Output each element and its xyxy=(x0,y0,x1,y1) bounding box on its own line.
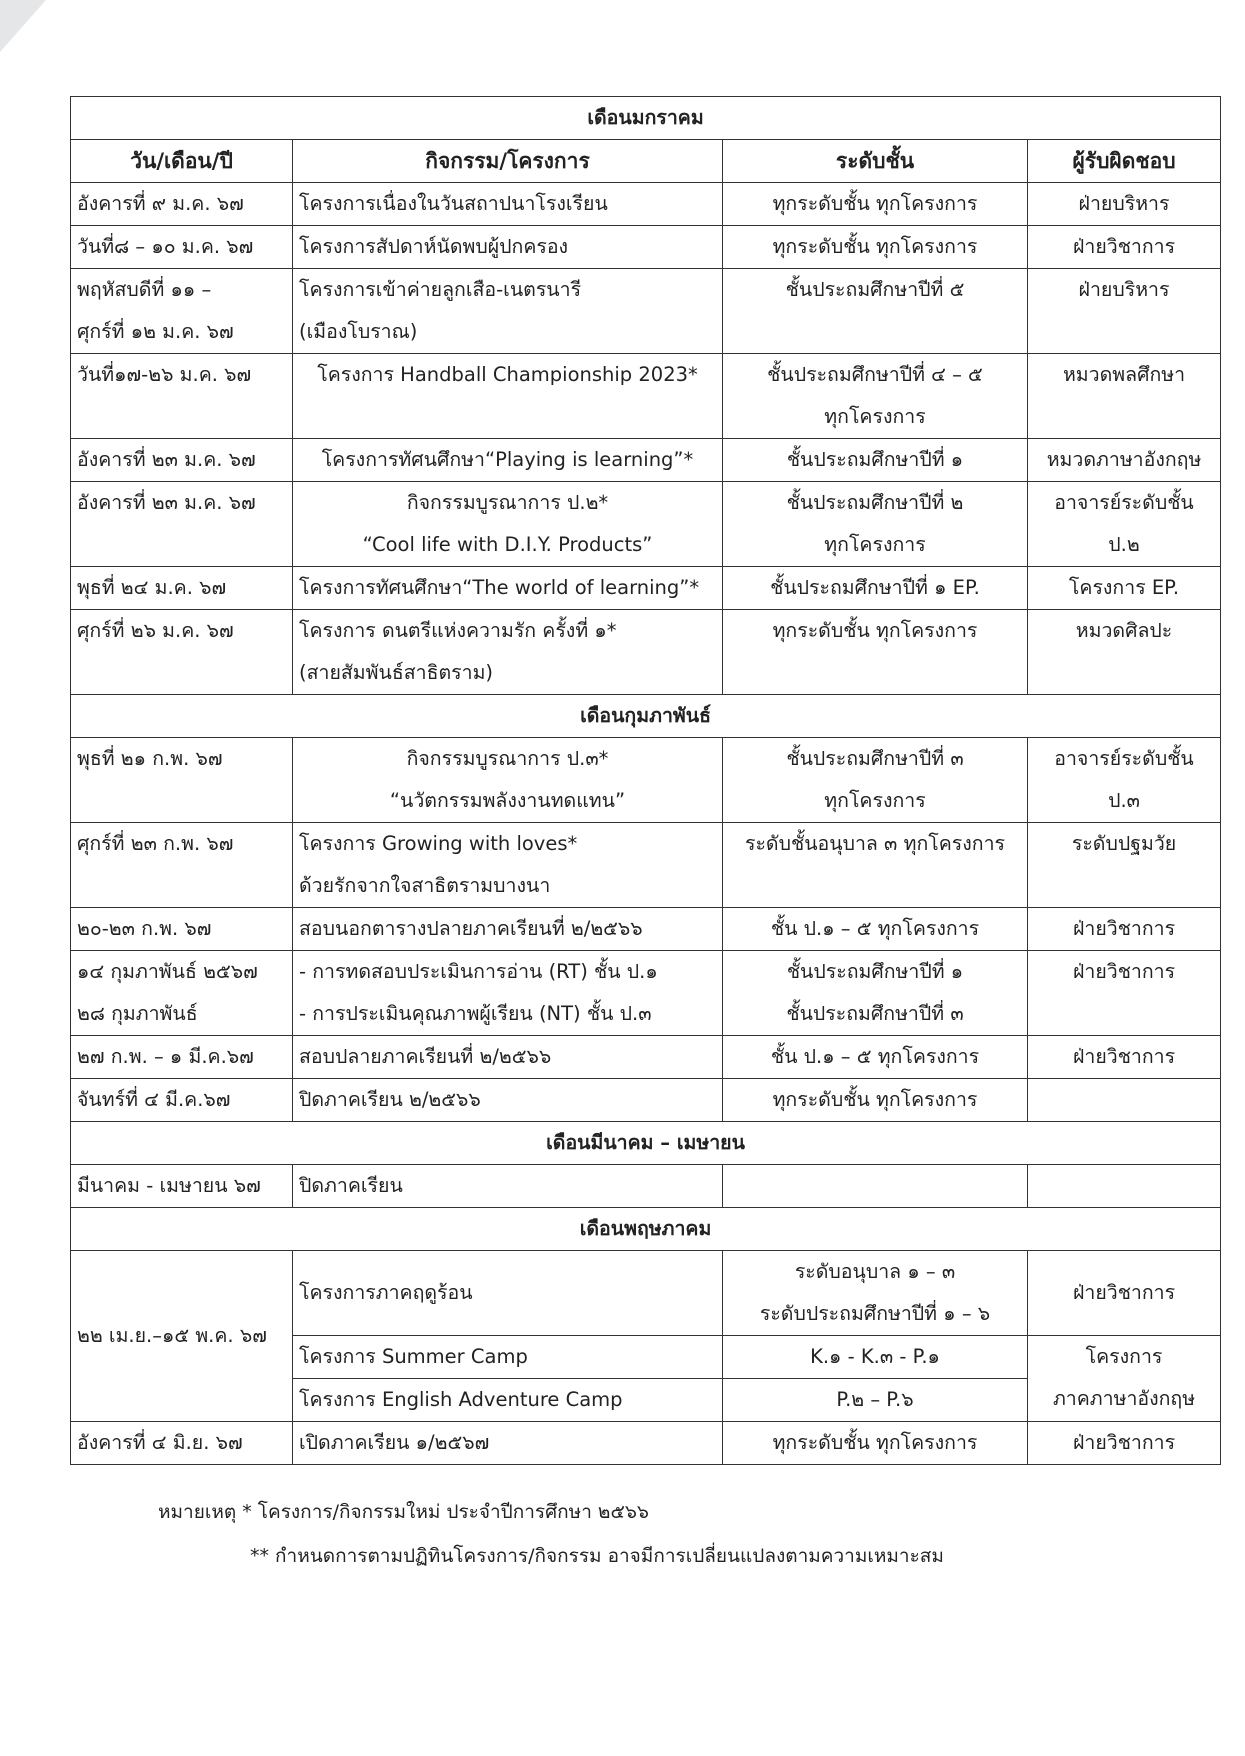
activity-cell-line: กิจกรรมบูรณาการ ป.๒* xyxy=(406,491,609,514)
level-cell-line: ชั้นประถมศึกษาปีที่ ๕ xyxy=(785,278,965,301)
owner-cell-line: ฝ่ายวิชาการ xyxy=(1072,1045,1176,1068)
month-heading-row xyxy=(71,1122,1221,1165)
level-cell-line: ระดับประถมศึกษาปีที่ ๑ – ๖ xyxy=(759,1302,991,1325)
level-cell-line: ทุกโครงการ xyxy=(824,405,926,428)
owner-cell-line: ฝ่ายวิชาการ xyxy=(1072,960,1176,983)
owner-cell xyxy=(1028,482,1221,567)
activity-cell-line: ปิดภาคเรียน xyxy=(299,1174,403,1197)
owner-cell xyxy=(1028,1165,1221,1208)
level-cell-line: ทุกระดับชั้น ทุกโครงการ xyxy=(772,1088,978,1111)
month-heading: เดือนมีนาคม – เมษายน xyxy=(71,1122,1221,1165)
level-cell xyxy=(723,1036,1028,1079)
date-cell-line: ศุกร์ที่ ๒๓ ก.พ. ๖๗ xyxy=(77,832,234,855)
note-schedule-change: ** กำหนดการตามปฏิทินโครงการ/กิจกรรม อาจมีการเปลี่ยนแปลงตามความเหมาะสม xyxy=(250,1545,944,1567)
date-cell-line: พฤหัสบดีที่ ๑๑ – xyxy=(77,278,212,301)
owner-cell-line: ฝ่ายบริหาร xyxy=(1078,278,1170,301)
level-cell xyxy=(723,482,1028,567)
table-row xyxy=(71,482,1221,567)
notes xyxy=(158,1490,944,1578)
level-cell xyxy=(723,1251,1028,1336)
activity-cell: โครงการภาคฤดูร้อน xyxy=(293,1251,723,1336)
activity-cell-line: (เมืองโบราณ) xyxy=(299,320,418,343)
activity-cell-line: “นวัตกรรมพลังงานทดแทน” xyxy=(389,789,626,812)
column-header: ระดับชั้น xyxy=(723,140,1028,183)
level-cell-line: ชั้นประถมศึกษาปีที่ ๒ xyxy=(786,491,964,514)
date-cell-line: ๒๘ กุมภาพันธ์ xyxy=(77,1002,198,1025)
activity-cell-line: ปิดภาคเรียน ๒/๒๕๖๖ xyxy=(299,1088,481,1111)
activity-cell: โครงการ English Adventure Camp xyxy=(293,1379,723,1422)
activity-cell-line: โครงการเนื่องในวันสถาปนาโรงเรียน xyxy=(299,192,608,215)
owner-cell-line: หมวดพลศึกษา xyxy=(1062,363,1186,386)
level-cell xyxy=(723,269,1028,354)
activity-cell-line: ด้วยรักจากใจสาธิตรามบางนา xyxy=(299,874,551,897)
level-cell-line: ชั้น ป.๑ – ๕ ทุกโครงการ xyxy=(770,917,980,940)
activity-cell-line: - การประเมินคุณภาพผู้เรียน (NT) ชั้น ป.๓ xyxy=(299,1002,652,1025)
level-cell xyxy=(723,823,1028,908)
level-cell: ทุกระดับชั้น ทุกโครงการ xyxy=(723,1422,1028,1465)
table-row xyxy=(71,1036,1221,1079)
owner-cell xyxy=(1028,269,1221,354)
activity-cell-line: - การทดสอบประเมินการอ่าน (RT) ชั้น ป.๑ xyxy=(299,960,658,983)
level-cell-line xyxy=(729,1165,1021,1207)
level-cell: K.๑ - K.๓ - P.๑ xyxy=(723,1336,1028,1379)
date-cell xyxy=(71,1036,293,1079)
date-cell-line: วันที่๑๗-๒๖ ม.ค. ๖๗ xyxy=(77,363,252,386)
level-cell-line: ชั้นประถมศึกษาปีที่ ๑ xyxy=(786,448,964,471)
owner-cell xyxy=(1028,738,1221,823)
level-cell-line: ชั้นประถมศึกษาปีที่ ๑ xyxy=(786,960,964,983)
activity-cell-line: สอบปลายภาคเรียนที่ ๒/๒๕๖๖ xyxy=(299,1045,552,1068)
level-cell xyxy=(723,1165,1028,1208)
month-heading: เดือนกุมภาพันธ์ xyxy=(71,695,1221,738)
activity-cell: โครงการ Summer Camp xyxy=(293,1336,723,1379)
level-cell xyxy=(723,354,1028,439)
table-row xyxy=(71,1079,1221,1122)
month-heading-row xyxy=(71,97,1221,140)
owner-cell xyxy=(1028,823,1221,908)
table-row xyxy=(71,610,1221,695)
date-cell xyxy=(71,482,293,567)
month-heading: เดือนพฤษภาคม xyxy=(71,1208,1221,1251)
owner-cell xyxy=(1028,1036,1221,1079)
activity-cell xyxy=(293,439,723,482)
activity-cell xyxy=(293,951,723,1036)
month-heading-row xyxy=(71,1208,1221,1251)
table-row xyxy=(71,1422,1221,1465)
column-header: กิจกรรม/โครงการ xyxy=(293,140,723,183)
date-cell xyxy=(71,439,293,482)
header-row xyxy=(71,140,1221,183)
level-cell xyxy=(723,226,1028,269)
activity-cell-line: โครงการ ดนตรีแห่งความรัก ครั้งที่ ๑* xyxy=(299,619,617,642)
date-cell xyxy=(71,226,293,269)
table-row xyxy=(71,738,1221,823)
date-cell-line: ศุกร์ที่ ๑๒ ม.ค. ๖๗ xyxy=(77,320,234,343)
date-cell-line: พุธที่ ๒๑ ก.พ. ๖๗ xyxy=(77,747,223,770)
level-cell xyxy=(723,908,1028,951)
owner-cell xyxy=(1028,439,1221,482)
level-cell xyxy=(723,183,1028,226)
month-heading-row xyxy=(71,695,1221,738)
activity-cell xyxy=(293,908,723,951)
owner-cell-line: โครงการ xyxy=(1085,1345,1163,1368)
activity-cell-line: “Cool life with D.I.Y. Products” xyxy=(362,533,653,556)
owner-cell-line xyxy=(1034,1165,1214,1207)
table-row xyxy=(71,823,1221,908)
level-cell-line: ชั้นประถมศึกษาปีที่ ๓ xyxy=(786,747,964,770)
activity-cell xyxy=(293,482,723,567)
table-row xyxy=(71,354,1221,439)
owner-cell-line: โครงการ EP. xyxy=(1068,576,1180,599)
owner-cell xyxy=(1028,610,1221,695)
activity-cell xyxy=(293,226,723,269)
activity-cell xyxy=(293,269,723,354)
level-cell-line: ทุกระดับชั้น ทุกโครงการ xyxy=(772,235,978,258)
month-heading: เดือนมกราคม xyxy=(71,97,1221,140)
date-cell-line: อังคารที่ ๒๓ ม.ค. ๖๗ xyxy=(77,448,256,471)
date-cell xyxy=(71,1165,293,1208)
level-cell xyxy=(723,610,1028,695)
owner-cell: ฝ่ายวิชาการ xyxy=(1028,1251,1221,1336)
owner-cell xyxy=(1028,1336,1221,1422)
level-cell-line: ชั้นประถมศึกษาปีที่ ๑ EP. xyxy=(770,576,980,599)
table-row xyxy=(71,439,1221,482)
activity-cell xyxy=(293,354,723,439)
owner-cell xyxy=(1028,183,1221,226)
date-cell xyxy=(71,354,293,439)
activity-cell-line: โครงการ Handball Championship 2023* xyxy=(317,363,698,386)
date-cell-line: วันที่๘ – ๑๐ ม.ค. ๖๗ xyxy=(77,235,254,258)
activity-cell-line: สอบนอกตารางปลายภาคเรียนที่ ๒/๒๕๖๖ xyxy=(299,917,643,940)
date-cell-line: ๒๗ ก.พ. – ๑ มี.ค.๖๗ xyxy=(77,1045,254,1068)
activity-cell xyxy=(293,738,723,823)
level-cell-line: ชั้นประถมศึกษาปีที่ ๓ xyxy=(786,1002,964,1025)
date-cell-line: ๒๐-๒๓ ก.พ. ๖๗ xyxy=(77,917,212,940)
table-row xyxy=(71,226,1221,269)
level-cell-line: ทุกระดับชั้น ทุกโครงการ xyxy=(772,192,978,215)
activity-cell-line: โครงการทัศนศึกษา“Playing is learning”* xyxy=(321,448,694,471)
owner-cell-line: ฝ่ายวิชาการ xyxy=(1072,235,1176,258)
level-cell xyxy=(723,951,1028,1036)
date-cell xyxy=(71,269,293,354)
owner-cell-line: ป.๓ xyxy=(1108,789,1140,812)
activity-cell-line: โครงการทัศนศึกษา“The world of learning”* xyxy=(299,576,700,599)
owner-cell xyxy=(1028,567,1221,610)
date-cell xyxy=(71,951,293,1036)
activity-cell xyxy=(293,1165,723,1208)
activity-cell-line: กิจกรรมบูรณาการ ป.๓* xyxy=(406,747,609,770)
date-cell-line: อังคารที่ ๒๓ ม.ค. ๖๗ xyxy=(77,491,256,514)
date-cell-line: มีนาคม - เมษายน ๖๗ xyxy=(77,1174,261,1197)
activity-schedule-table xyxy=(70,96,1221,1465)
level-cell: P.๒ – P.๖ xyxy=(723,1379,1028,1422)
table-row xyxy=(71,908,1221,951)
activity-cell xyxy=(293,183,723,226)
level-cell-line: ทุกโครงการ xyxy=(824,789,926,812)
date-cell-line: ศุกร์ที่ ๒๖ ม.ค. ๖๗ xyxy=(77,619,234,642)
date-cell-line: พุธที่ ๒๔ ม.ค. ๖๗ xyxy=(77,576,227,599)
column-header: ผู้รับผิดชอบ xyxy=(1028,140,1221,183)
owner-cell xyxy=(1028,226,1221,269)
level-cell-line: ทุกระดับชั้น ทุกโครงการ xyxy=(772,619,978,642)
level-cell xyxy=(723,567,1028,610)
owner-cell xyxy=(1028,908,1221,951)
date-cell xyxy=(71,738,293,823)
level-cell xyxy=(723,439,1028,482)
activity-cell-line: โครงการสัปดาห์นัดพบผู้ปกครอง xyxy=(299,235,569,258)
date-cell: อังคารที่ ๔ มิ.ย. ๖๗ xyxy=(71,1422,293,1465)
table-row xyxy=(71,567,1221,610)
level-cell-line: ระดับชั้นอนุบาล ๓ ทุกโครงการ xyxy=(744,832,1005,855)
activity-cell xyxy=(293,823,723,908)
date-cell-line: อังคารที่ ๙ ม.ค. ๖๗ xyxy=(77,192,244,215)
note-new-activity: หมายเหตุ * โครงการ/กิจกรรมใหม่ ประจำปีการศึกษา ๒๕๖๖ xyxy=(158,1501,649,1523)
owner-cell-line: หมวดภาษาอังกฤษ xyxy=(1046,448,1202,471)
owner-cell-line: ระดับปฐมวัย xyxy=(1071,832,1177,855)
level-cell xyxy=(723,738,1028,823)
date-cell xyxy=(71,1079,293,1122)
table-row xyxy=(71,269,1221,354)
owner-cell-line: ภาคภาษาอังกฤษ xyxy=(1052,1387,1196,1410)
table-row xyxy=(71,1251,1221,1336)
owner-cell-line: อาจารย์ระดับชั้น xyxy=(1054,491,1194,514)
owner-cell xyxy=(1028,1079,1221,1122)
date-cell xyxy=(71,183,293,226)
level-cell-line: ระดับอนุบาล ๑ – ๓ xyxy=(794,1260,956,1283)
folded-page-corner xyxy=(0,0,46,52)
owner-cell-line: ฝ่ายวิชาการ xyxy=(1072,917,1176,940)
level-cell-line: ทุกโครงการ xyxy=(824,533,926,556)
activity-cell xyxy=(293,610,723,695)
date-cell xyxy=(71,908,293,951)
owner-cell-line: หมวดศิลปะ xyxy=(1075,619,1173,642)
table-row xyxy=(71,1165,1221,1208)
activity-cell-line: โครงการเข้าค่ายลูกเสือ-เนตรนารี xyxy=(299,278,582,301)
date-cell xyxy=(71,610,293,695)
activity-cell xyxy=(293,567,723,610)
column-header: วัน/เดือน/ปี xyxy=(71,140,293,183)
activity-cell-line: (สายสัมพันธ์สาธิตราม) xyxy=(299,661,494,684)
activity-cell: เปิดภาคเรียน ๑/๒๕๖๗ xyxy=(293,1422,723,1465)
owner-cell-line xyxy=(1034,1079,1214,1121)
date-cell-line: ๑๔ กุมภาพันธ์ ๒๕๖๗ xyxy=(77,960,258,983)
date-cell xyxy=(71,567,293,610)
date-cell: ๒๒ เม.ย.–๑๕ พ.ค. ๖๗ xyxy=(71,1251,293,1422)
activity-cell-line: โครงการ Growing with loves* xyxy=(299,832,578,855)
activity-cell xyxy=(293,1036,723,1079)
owner-cell-line: ป.๒ xyxy=(1108,533,1140,556)
level-cell-line: ชั้น ป.๑ – ๕ ทุกโครงการ xyxy=(770,1045,980,1068)
date-cell xyxy=(71,823,293,908)
owner-cell-line: อาจารย์ระดับชั้น xyxy=(1054,747,1194,770)
activity-cell xyxy=(293,1079,723,1122)
level-cell-line: ชั้นประถมศึกษาปีที่ ๔ – ๕ xyxy=(767,363,983,386)
owner-cell xyxy=(1028,951,1221,1036)
table-row xyxy=(71,183,1221,226)
date-cell-line: จันทร์ที่ ๔ มี.ค.๖๗ xyxy=(77,1088,231,1111)
owner-cell xyxy=(1028,354,1221,439)
owner-cell: ฝ่ายวิชาการ xyxy=(1028,1422,1221,1465)
table-row xyxy=(71,951,1221,1036)
owner-cell-line: ฝ่ายบริหาร xyxy=(1078,192,1170,215)
level-cell xyxy=(723,1079,1028,1122)
